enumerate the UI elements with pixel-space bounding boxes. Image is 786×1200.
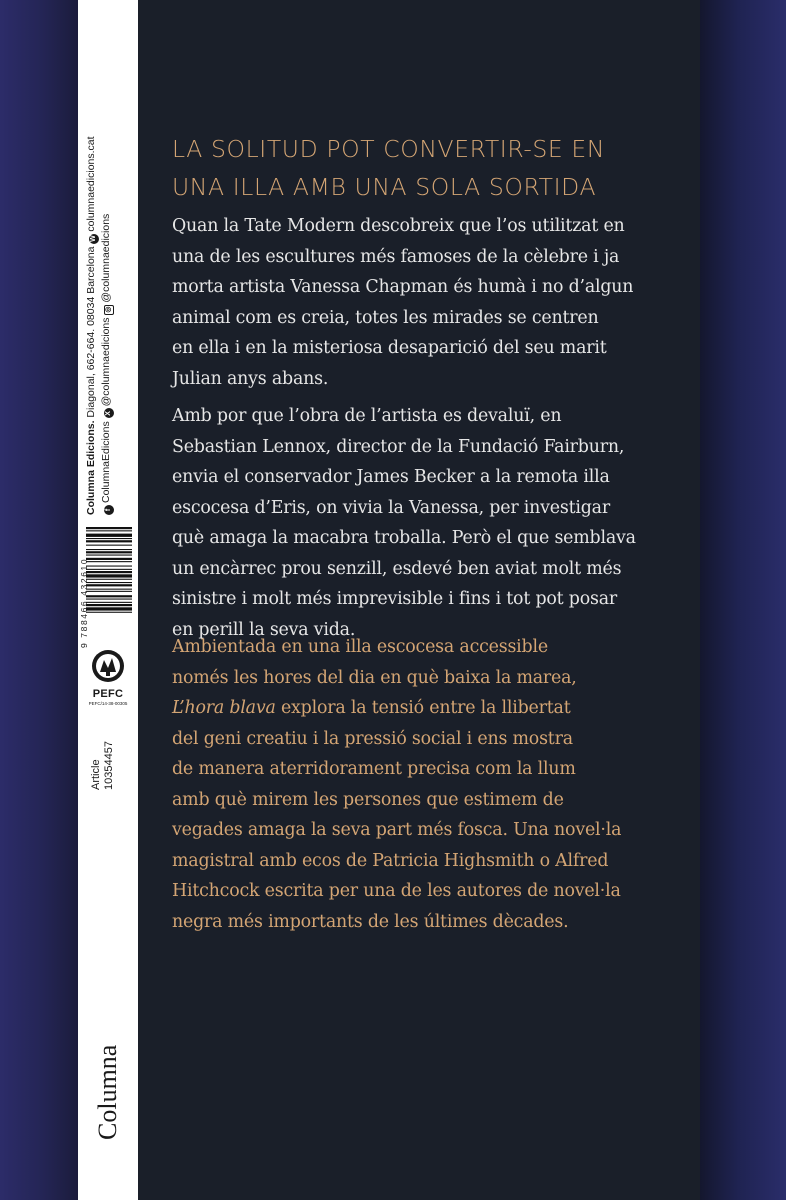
facebook-icon: f [104,505,114,515]
article-block [90,741,116,790]
barcode-bar [86,549,132,550]
synopsis-paragraph-3 [172,632,677,937]
publisher-address-line [84,136,99,515]
barcode-bar [86,604,132,606]
paragraph-line: amb què mirem les persones que estimem de [172,789,564,810]
pefc-tree-icon [86,648,130,684]
x-handle: @columnaedicions [100,317,112,407]
barcode-bar [86,584,132,586]
paragraph-line: magistral amb ecos de Patricia Highsmith o Alfred [172,850,609,871]
barcode-graphic [82,525,134,645]
pefc-label: PEFC [92,688,124,700]
website-icon: W [90,235,97,242]
paragraph-line: sinistre i molt més imprevisible i fins i tot pot posar [172,589,617,609]
barcode-bar [86,591,132,592]
paragraph-line: Julian anys abans. [172,368,329,389]
barcode-bar [86,551,132,553]
paragraph-line: només les hores del dia en què baixa la marea, [172,667,577,688]
paragraph-line: un encàrrec prou senzill, esdevé ben aviat molt més [172,558,622,579]
barcode-number: 9 788466 432610 [79,557,89,648]
barcode-bar [86,561,132,562]
instagram-handle: @columnaedicions [100,213,112,303]
paragraph-line: Hitchcock escrita per una de les autores de novel·la [172,881,621,901]
paragraph-line: Quan la Tate Modern descobreix que l’os utilitzat en [172,216,625,236]
paragraph-line: què amaga la macabra troballa. Però el que semblava [172,528,636,548]
barcode-bar [86,602,132,603]
paragraph-line: Ambientada en una illa escocesa accessible [172,637,548,657]
synopsis-paragraph-1 [172,211,677,394]
synopsis-paragraph-2 [172,401,677,645]
barcode-bar [86,582,132,583]
publisher-info [84,136,114,515]
cover-edge-right [700,0,786,1200]
paragraph-line: una de les escultures més famoses de la cèlebre i ja [172,246,620,267]
barcode-bar [86,595,132,597]
publisher-social-line [99,136,114,515]
paragraph-line: envia el conservador James Becker a la remota illa [172,467,610,487]
cover-edge-left [0,0,78,1200]
book-title: L’hora blava [172,698,276,718]
paragraph-line [172,693,677,724]
barcode-bar [86,527,132,529]
facebook-handle: ColumnaEdicions [100,421,112,503]
paragraph-line: morta artista Vanessa Chapman és humà i no d’algun [172,277,634,297]
columna-logo: Columna [93,1044,122,1140]
barcode-bar [86,558,132,560]
barcode-bar [86,530,132,531]
headline [172,130,682,206]
barcode-bar [86,579,132,580]
barcode-bar [86,612,132,613]
paragraph-line: del geni creatiu i la pressió social i ens mostra [172,728,573,749]
barcode-bar [86,540,132,542]
x-icon: X [104,408,114,418]
publisher-address: Diagonal, 662-664. 08034 Barcelona [85,246,97,418]
barcode-bar [86,607,132,610]
barcode-bar [86,555,132,556]
instagram-icon: ◎ [105,306,112,313]
paragraph-line: animal com es creia, totes les mirades se centren [172,307,599,328]
article-number: 10354457 [103,741,115,790]
paragraph-line-rest: explora la tensió entre la llibertat [275,698,571,718]
barcode-bar [86,534,132,537]
publisher-name: Columna Edicions. [85,420,97,515]
paragraph-line: negra més importants de les últimes dècades. [172,911,569,932]
isbn-barcode [82,525,134,645]
article-label: Article [90,759,102,790]
pefc-logo [86,648,130,708]
headline-line-1: LA SOLITUD POT CONVERTIR-SE EN [172,135,606,163]
barcode-bar [86,545,132,546]
paragraph-line: Sebastian Lennox, director de la Fundació Fairburn, [172,436,625,457]
paragraph-line: vegades amaga la seva part més fosca. Una novel·la [172,820,622,840]
paragraph-line: de manera aterridorament precisa com la llum [172,759,576,779]
barcode-bar [86,569,132,570]
paragraph-line: Amb por que l’obra de l’artista es devaluï, en [172,406,562,426]
barcode-bar [86,574,132,577]
barcode-bar [86,599,132,600]
publisher-website: columnaedicions.cat [85,136,97,232]
paragraph-line: en perill la seva vida. [172,619,356,640]
paragraph-line: en ella i en la misteriosa desaparició del seu marit [172,338,607,358]
barcode-bar [86,538,132,539]
barcode-bar [86,571,132,573]
pefc-code: PEFC/14-38-00305 [88,701,128,706]
paragraph-line: escocesa d’Eris, on vivia la Vanessa, per investigar [172,497,610,518]
barcode-bar [86,589,132,590]
barcode-bar [86,566,132,567]
headline-line-2: UNA ILLA AMB UNA SOLA SORTIDA [172,173,597,201]
